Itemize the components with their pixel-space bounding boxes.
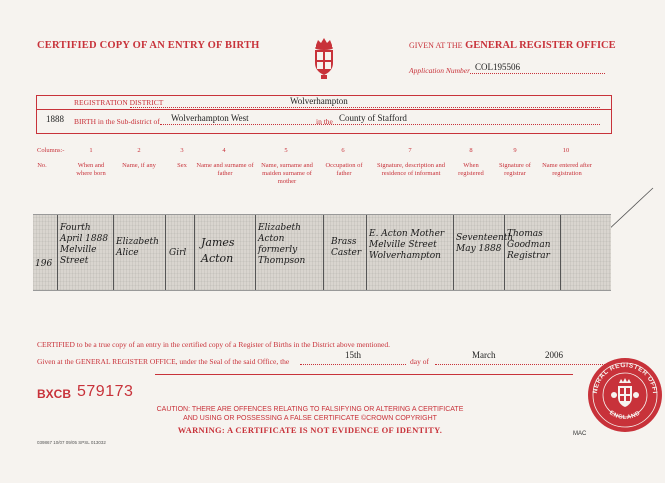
given-at-header xyxy=(409,40,616,51)
given-at-label: GIVEN AT THE xyxy=(409,41,463,50)
entry-divider xyxy=(255,215,256,290)
entry-father: James Acton xyxy=(201,236,235,265)
column-number-7: 7 xyxy=(408,147,412,154)
month-dotted-line xyxy=(435,364,607,365)
entry-divider xyxy=(165,215,166,290)
caution-line-1: CAUTION: THERE ARE OFFENCES RELATING TO FALSIFYING OR ALTERING A CERTIFICATE xyxy=(156,406,464,413)
entry-informant: E. Acton Mother Melville Street Wolverhampton xyxy=(369,229,445,261)
column-number-4: 4 xyxy=(222,147,226,154)
registration-district: Wolverhampton xyxy=(290,96,348,106)
certification-day: 15th xyxy=(345,350,362,360)
entry-name: Elizabeth Alice xyxy=(116,237,159,258)
column-header-registered: When registered xyxy=(458,162,484,177)
birth-subdistrict-label: BIRTH in the Sub-district of xyxy=(74,117,160,126)
entry-mother: Elizabeth Acton formerly Thompson xyxy=(258,223,306,266)
certified-statement: CERTIFIED to be a true copy of an entry in the certified copy of a Register of Births in the District above mentioned. xyxy=(37,340,390,349)
entry-sex: Girl xyxy=(169,248,187,258)
caution-text xyxy=(150,405,470,423)
column-header-father: Name and surname of father xyxy=(196,162,254,177)
office-name: GENERAL REGISTER OFFICE xyxy=(465,40,616,51)
serial-prefix: BXCB xyxy=(37,387,72,401)
caution-line-2: AND USING OR POSSESSING A FALSE CERTIFICATE ©CROWN COPYRIGHT xyxy=(183,415,437,422)
subdistrict-dotted-line xyxy=(160,124,600,125)
royal-crest-icon xyxy=(310,37,338,86)
day-of-label: day of xyxy=(410,357,429,366)
entry-divider xyxy=(194,215,195,290)
column-number-5: 5 xyxy=(284,147,288,154)
entry-divider xyxy=(113,215,114,290)
column-number-2: 2 xyxy=(137,147,141,154)
warning-text: WARNING: A CERTIFICATE IS NOT EVIDENCE OF IDENTITY. xyxy=(177,425,443,435)
column-header-no: No. xyxy=(37,162,47,169)
registration-district-label: REGISTRATION DISTRICT xyxy=(74,98,164,107)
entry-divider xyxy=(504,215,505,290)
serial-number: 579173 xyxy=(77,383,134,400)
column-header-name-after: Name entered after registration xyxy=(542,162,592,177)
county: County of Stafford xyxy=(339,113,407,123)
mac-label: MAC xyxy=(573,431,587,437)
day-dotted-line xyxy=(300,364,406,365)
application-number: COL195506 xyxy=(475,62,520,72)
registration-box-divider xyxy=(37,109,611,110)
columns-label: Columns:- xyxy=(37,147,65,154)
column-header-occupation: Occupation of father xyxy=(325,162,363,177)
certificate-title: CERTIFIED COPY OF AN ENTRY OF BIRTH xyxy=(37,40,260,51)
column-number-1: 1 xyxy=(89,147,93,154)
entry-occupation: Brass Caster xyxy=(331,237,362,258)
column-number-8: 8 xyxy=(469,147,473,154)
column-number-10: 10 xyxy=(562,147,570,154)
registration-year: 1888 xyxy=(46,114,64,124)
entry-when-registered: Seventeenth May 1888 xyxy=(456,233,514,254)
column-header-informant: Signature, description and residence of informant xyxy=(376,162,446,177)
entry-divider xyxy=(366,215,367,290)
register-entry-strip xyxy=(33,214,611,291)
column-number-6: 6 xyxy=(341,147,345,154)
seal-bottom-text: ENGLAND xyxy=(608,410,642,422)
column-header-sex: Sex xyxy=(177,162,187,169)
gro-seal xyxy=(587,357,663,438)
column-header-registrar: Signature of registrar xyxy=(499,162,531,177)
column-header-mother: Name, surname and maiden surname of mother xyxy=(261,162,313,185)
subdistrict: Wolverhampton West xyxy=(171,113,249,123)
district-dotted-line xyxy=(130,107,600,108)
column-header-name: Name, if any xyxy=(122,162,156,169)
entry-divider xyxy=(453,215,454,290)
entry-divider xyxy=(323,215,324,290)
certification-year: 2006 xyxy=(545,350,563,360)
seal-icon xyxy=(587,357,663,433)
entry-divider xyxy=(560,215,561,290)
application-number-line xyxy=(470,73,605,74)
column-header-when-where: When and where born xyxy=(76,162,106,177)
application-number-label: Application Number xyxy=(409,66,471,75)
in-the-label: in the xyxy=(316,117,333,126)
footer-code: 039867 10/07 09/05 SPSL 013032 xyxy=(37,440,106,445)
column-number-3: 3 xyxy=(180,147,184,154)
entry-when-where: Fourth April 1888 Melville Street xyxy=(60,223,109,266)
column-number-9: 9 xyxy=(513,147,517,154)
certification-month: March xyxy=(472,350,496,360)
entry-registrar: Thomas Goodman Registrar xyxy=(507,229,551,261)
seal-top-text: NERAL REGISTER OFFI xyxy=(591,361,658,395)
signature-line xyxy=(155,374,573,375)
entry-divider xyxy=(57,215,58,290)
given-at-statement: Given at the GENERAL REGISTER OFFICE, under the Seal of the said Office, the xyxy=(37,357,290,366)
entry-number: 196 xyxy=(35,259,53,269)
